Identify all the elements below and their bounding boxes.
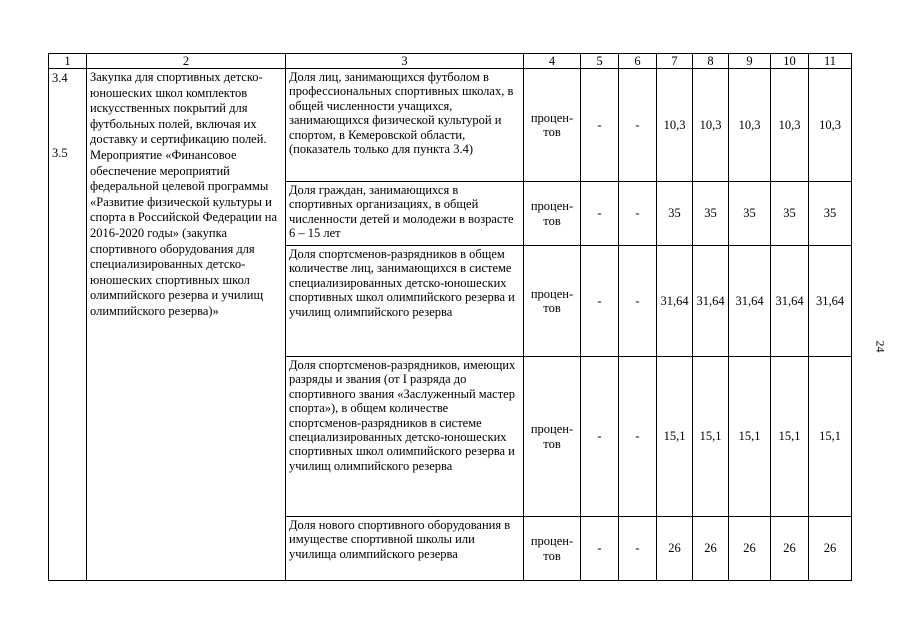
column-number-row [49, 54, 852, 69]
column-number: 7 [657, 54, 693, 69]
value-cell: - [619, 182, 657, 246]
value-cell: - [619, 246, 657, 357]
item-number-cell [49, 69, 87, 581]
value-cell: 15,1 [771, 357, 809, 517]
indicator-name: Доля граждан, занимающихся в спортивных организациях, в общей численности детей и молодежи в возрасте 6 – 15 лет [286, 182, 524, 246]
value-cell: 26 [693, 517, 729, 581]
indicator-name: Доля спортсменов-разрядников, имеющих разряды и звания (от I разряда до спортивного звания «Заслуженный мастер спорта»), в общем количестве спортсменов-разрядников в системе специализированных детско-юношеских спортивных школ олимпийского резерва и училищ олимпийского резерва [286, 357, 524, 517]
column-number: 4 [524, 54, 581, 69]
indicator-name: Доля лиц, занимающихся футболом в профессиональных спортивных школах, в общей численности учащихся, занимающихся физической культурой и спортом, в Кемеровской области, (показатель только для пункта 3.4) [286, 69, 524, 182]
event-name: Закупка для спортивных детско-юношеских школ комплектов искусственных покрытий для футбольных полей, включая их доставку и сертификацию полей. Мероприятие «Финансовое обеспечение мероприятий федеральной целевой программы «Развитие физической культуры и спорта в Российской Федерации на 2016-2020 годы» (закупка спортивного оборудования для специализированных детско-юношеских спортивных школ олимпийского резерва и училищ олимпийского резерва)» [87, 69, 286, 581]
value-cell: 35 [729, 182, 771, 246]
value-cell: - [581, 182, 619, 246]
value-cell: 10,3 [809, 69, 852, 182]
value-cell: 26 [809, 517, 852, 581]
indicator-name: Доля спортсменов-разрядников в общем количестве лиц, занимающихся в системе специализированных детско-юношеских спортивных школ олимпийского резерва и училищ олимпийского резерва [286, 246, 524, 357]
value-cell: 10,3 [693, 69, 729, 182]
value-cell: 26 [657, 517, 693, 581]
value-cell: - [581, 69, 619, 182]
column-number: 6 [619, 54, 657, 69]
page-number: 24 [873, 340, 888, 353]
value-cell: - [619, 517, 657, 581]
unit-cell: процен-тов [524, 246, 581, 357]
value-cell: - [581, 246, 619, 357]
value-cell: 10,3 [771, 69, 809, 182]
column-number: 10 [771, 54, 809, 69]
value-cell: 10,3 [729, 69, 771, 182]
column-number: 5 [581, 54, 619, 69]
column-number: 1 [49, 54, 87, 69]
program-indicators-table [48, 53, 852, 581]
value-cell: 31,64 [657, 246, 693, 357]
unit-cell: процен-тов [524, 182, 581, 246]
value-cell: 35 [809, 182, 852, 246]
value-cell: - [581, 517, 619, 581]
value-cell: 35 [771, 182, 809, 246]
value-cell: 10,3 [657, 69, 693, 182]
value-cell: 35 [657, 182, 693, 246]
unit-cell: процен-тов [524, 69, 581, 182]
value-cell: 15,1 [693, 357, 729, 517]
value-cell: 15,1 [729, 357, 771, 517]
value-cell: 31,64 [809, 246, 852, 357]
item-number: 3.5 [52, 146, 68, 161]
indicator-name: Доля нового спортивного оборудования в имуществе спортивной школы или училища олимпийского резерва [286, 517, 524, 581]
value-cell: 31,64 [729, 246, 771, 357]
value-cell: 35 [693, 182, 729, 246]
value-cell: - [619, 357, 657, 517]
column-number: 2 [87, 54, 286, 69]
value-cell: 31,64 [771, 246, 809, 357]
value-cell: 15,1 [657, 357, 693, 517]
value-cell: - [619, 69, 657, 182]
column-number: 11 [809, 54, 852, 69]
value-cell: 26 [729, 517, 771, 581]
value-cell: 26 [771, 517, 809, 581]
column-number: 9 [729, 54, 771, 69]
column-number: 8 [693, 54, 729, 69]
item-number: 3.4 [52, 71, 68, 85]
unit-cell: процен-тов [524, 357, 581, 517]
table-row [49, 69, 852, 182]
value-cell: - [581, 357, 619, 517]
value-cell: 31,64 [693, 246, 729, 357]
column-number: 3 [286, 54, 524, 69]
unit-cell: процен-тов [524, 517, 581, 581]
value-cell: 15,1 [809, 357, 852, 517]
